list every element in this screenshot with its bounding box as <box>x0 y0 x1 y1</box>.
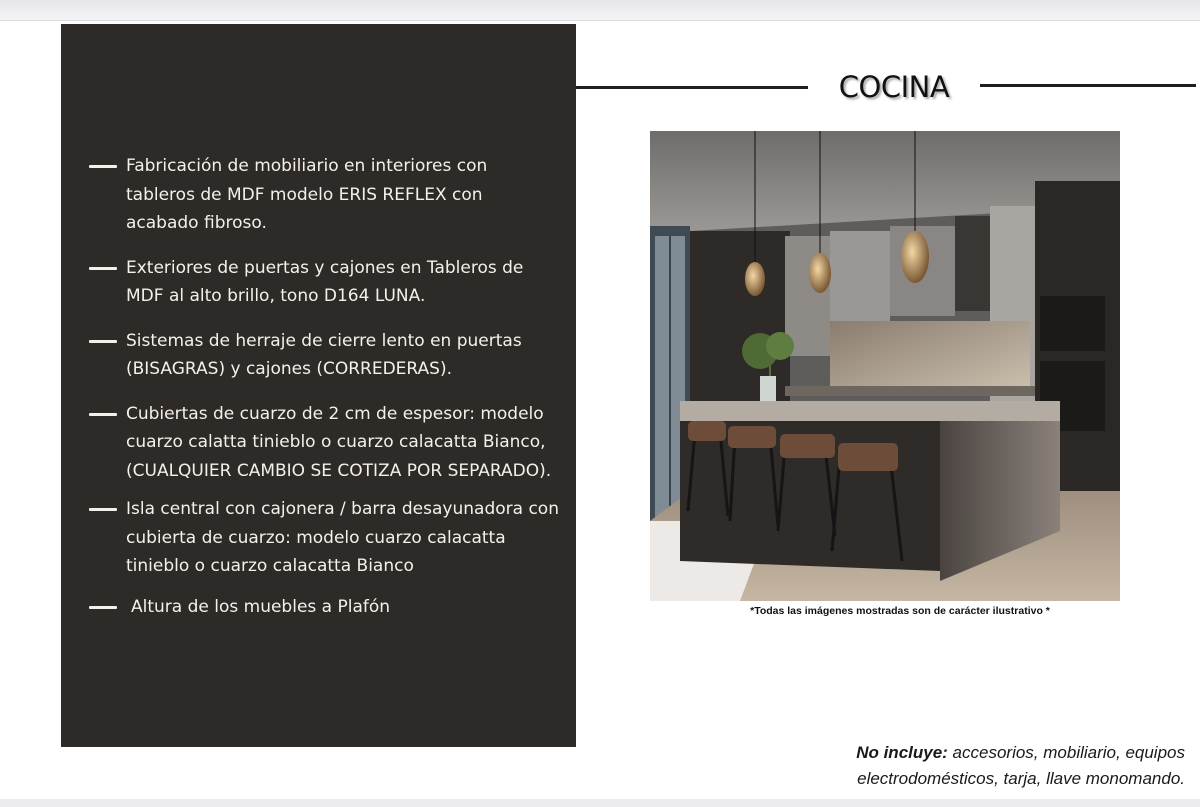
dash-bullet-icon <box>89 340 117 343</box>
features-list <box>89 152 559 621</box>
bottom-edge-strip <box>0 799 1200 807</box>
features-panel <box>61 24 576 747</box>
note-label: No incluye: <box>856 743 948 762</box>
image-caption: *Todas las imágenes mostradas son de carácter ilustrativo * <box>750 605 1050 617</box>
title-rule-left <box>576 86 808 89</box>
dash-bullet-icon <box>89 606 117 609</box>
note-line-1 <box>760 740 1185 766</box>
feature-text: Exteriores de puertas y cajones en Tableros de MDF al alto brillo, tono D164 LUNA. <box>126 257 524 306</box>
feature-item <box>89 593 559 622</box>
exclusions-note <box>760 740 1185 792</box>
section-title: COCINA <box>838 70 950 104</box>
feature-text: Isla central con cajonera / barra desayunadora con cubierta de cuarzo: modelo cuarzo calacatta tinieblo o cuarzo calacatta Bianco <box>126 499 559 576</box>
feature-item <box>89 495 559 581</box>
top-edge-strip <box>0 0 1200 21</box>
feature-text: Altura de los muebles a Plafón <box>131 596 391 617</box>
dash-bullet-icon <box>89 165 117 168</box>
title-rule-right <box>980 84 1196 87</box>
dash-bullet-icon <box>89 267 117 270</box>
feature-text: Sistemas de herraje de cierre lento en puertas (BISAGRAS) y cajones (CORREDERAS). <box>126 330 522 379</box>
feature-text: Cubiertas de cuarzo de 2 cm de espesor: modelo cuarzo calatta tinieblo o cuarzo calacatta Bianco, (CUALQUIER CAMBIO SE COTIZA POR SEPARADO). <box>126 403 552 481</box>
dash-bullet-icon <box>89 508 117 511</box>
feature-item <box>89 327 559 384</box>
dash-bullet-icon <box>89 413 117 416</box>
note-line-2: electrodomésticos, tarja, llave monomando. <box>857 769 1185 788</box>
feature-text: Fabricación de mobiliario en interiores con tableros de MDF modelo ERIS REFLEX con acabado fibroso. <box>126 156 488 233</box>
feature-item <box>89 254 559 311</box>
kitchen-photo <box>650 131 1120 601</box>
note-text-1: accesorios, mobiliario, equipos <box>947 743 1185 762</box>
feature-item <box>89 152 559 238</box>
feature-item <box>89 400 559 486</box>
